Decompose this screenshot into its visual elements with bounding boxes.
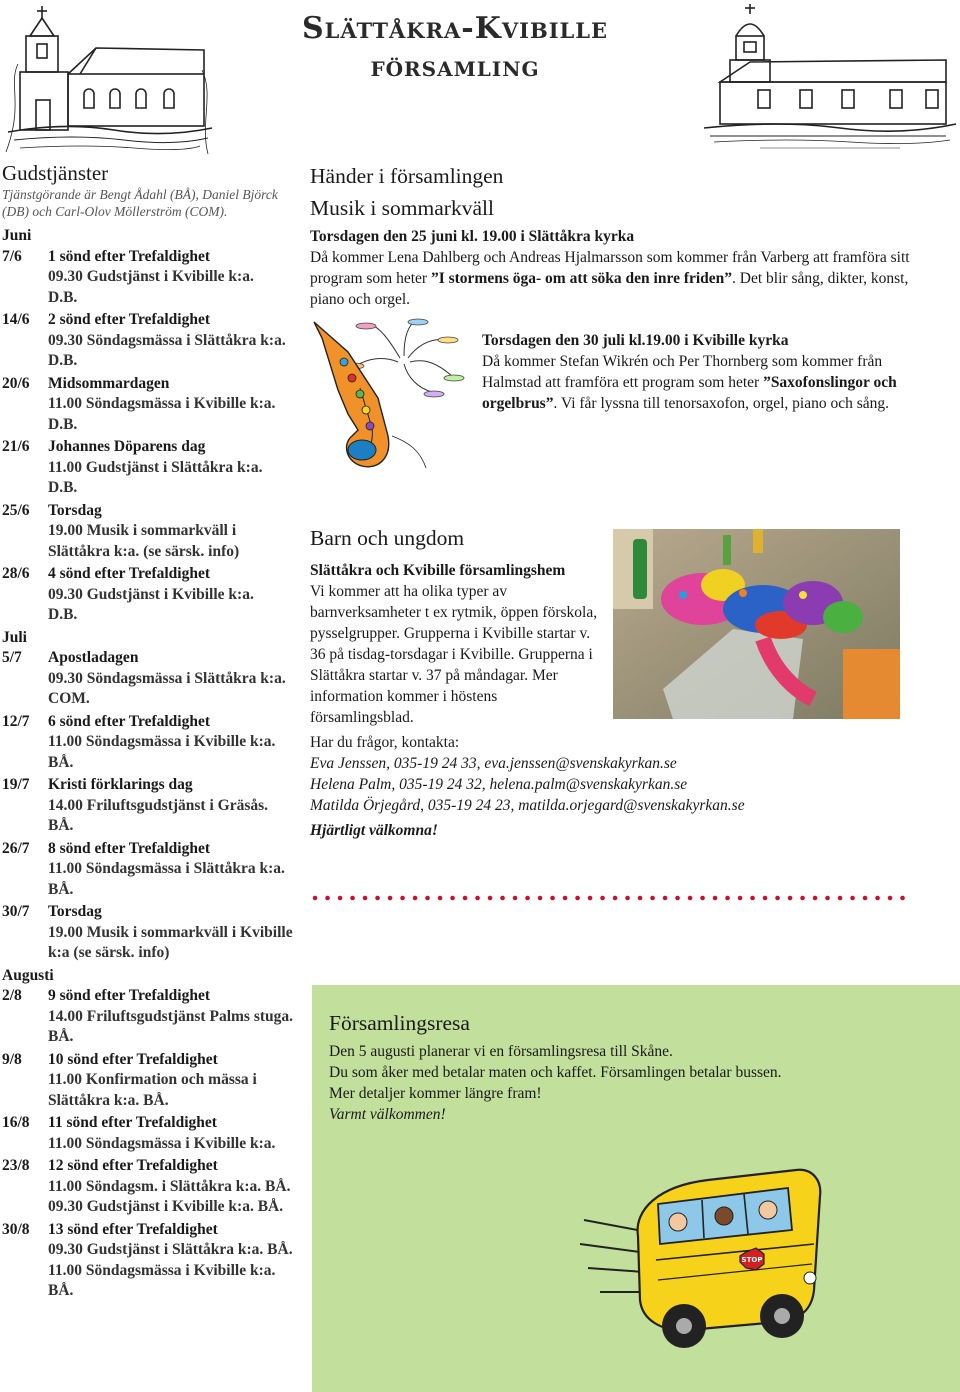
service-entry [2,501,302,563]
service-title: 6 sönd efter Trefaldighet [48,712,211,730]
service-date: 28/6 [2,565,30,582]
service-line: 19.00 Musik i sommarkväll i Slättåkra k:a. (se särsk. info) [48,522,240,560]
event-2-program: ”Saxofonslingor och orgelbrus” [482,374,897,412]
service-line: D.B. [48,606,78,623]
service-title: Torsdag [48,501,102,519]
service-details [48,310,302,372]
contact-line: Eva Jenssen, 035-19 24 33, eva.jenssen@svenskakyrkan.se [310,755,677,772]
trip-line: Du som åker med betalar maten och kaffet. Församlingen betalar bussen. [329,1064,782,1081]
month-heading: Augusti [2,966,54,984]
trip-title: Församlingsresa [329,1011,470,1035]
service-title: 10 sönd efter Trefaldighet [48,1050,218,1068]
service-line: 11.00 Söndagsm. i Slättåkra k:a. BÅ. [48,1177,291,1195]
parish-name: Slättåkra-Kvibille [301,11,609,46]
service-title: 12 sönd efter Trefaldighet [48,1157,218,1174]
service-details [48,1156,302,1218]
service-details [48,247,302,309]
service-line: D.B. [48,288,78,306]
section-title-barn: Barn och ungdom [310,526,465,550]
barn-welcome: Hjärtligt välkomna! [310,822,438,839]
trip-welcome: Varmt välkommen! [329,1106,446,1123]
dotted-separator [312,895,912,901]
service-title: Torsdag [48,903,102,920]
service-line: 09.30 Söndagsmässa i Slättåkra k:a. [48,331,286,349]
service-entry [2,902,302,964]
saxophone-illustration [308,318,473,478]
service-entry [2,648,302,710]
masthead [250,12,660,84]
service-title: Johannes Döparens dag [48,438,206,455]
service-title: Midsommardagen [48,374,170,392]
service-date: 19/7 [2,776,30,793]
service-entry [2,1050,302,1112]
service-line: 11.00 Söndagsmässa i Kvibille k:a. [48,733,276,750]
service-line: BÅ. [48,753,74,771]
service-entry [2,310,302,372]
service-entry [2,1113,302,1154]
service-entry [2,247,302,309]
service-date: 26/7 [2,839,30,857]
service-entry [2,437,302,499]
service-title: 11 sönd efter Trefaldighet [48,1114,217,1131]
service-entry [2,775,302,837]
service-entry [2,839,302,901]
service-entry [2,564,302,626]
service-details [48,501,302,563]
service-line: 11.00 Söndagsmässa i Kvibille k:a. [48,395,276,412]
barn-contacts [310,732,930,841]
barn-text-block [310,560,602,728]
contact-intro: Har du frågor, kontakta: [310,734,460,751]
service-line: 14.00 Friluftsgudstjänst Palms stuga. BÅ. [48,1007,294,1045]
service-title: Apostladagen [48,649,139,666]
service-line: 11.00 Söndagsmässa i Kvibille k:a. [48,1134,276,1152]
craft-photo [613,529,900,719]
service-date: 20/6 [2,374,30,392]
schedule-subtitle: Tjänstgörande är Bengt Ådahl (BÅ), Daniel Björck (DB) och Carl-Olov Möllerström (COM). [2,187,278,219]
event-1 [310,226,910,310]
service-date: 25/6 [2,501,30,519]
service-details [48,712,302,774]
service-date: 16/8 [2,1114,30,1131]
event-1-text [310,247,910,310]
service-date: 14/6 [2,311,30,328]
service-title: 8 sönd efter Trefaldighet [48,839,211,857]
service-schedule [2,160,302,1304]
service-line: 09.30 Gudstjänst i Slättåkra k:a. BÅ. [48,1241,293,1258]
service-line: 11.00 Gudstjänst i Slättåkra k:a. [48,458,263,476]
service-details [48,1050,302,1112]
service-details [48,986,302,1048]
service-details [48,1220,302,1302]
school-bus-illustration [578,1140,828,1360]
service-date: 12/7 [2,712,30,730]
service-entry [2,712,302,774]
service-entry [2,986,302,1048]
service-title: 1 sönd efter Trefaldighet [48,247,211,265]
service-title: 2 sönd efter Trefaldighet [48,311,211,328]
service-line: 19.00 Musik i sommarkväll i Kvibille k:a (se särsk. info) [48,923,293,961]
service-line: D.B. [48,479,78,496]
event-2 [482,330,902,414]
event-2-text-a: Då kommer Stefan Wikrén och Per Thornberg som kommer från Halmstad att framföra ett program som heter [482,353,883,391]
service-line: 09.30 Söndagsmässa i Slättåkra k:a. [48,669,286,687]
church-illustration-left [4,4,216,154]
event-1-text-a: Då kommer Lena Dahlberg och Andreas Hjalmarsson som kommer från Varberg att framföra sitt program som heter [310,249,910,287]
service-details [48,374,302,436]
event-2-heading: Torsdagen den 30 juli kl.19.00 i Kvibille kyrka [482,332,789,349]
service-line: 11.00 Konfirmation och mässa i Slättåkra k:a. BÅ. [48,1071,257,1109]
event-1-text-b: . Det blir sång, dikter, konst, piano och orgel. [310,270,909,308]
parish-label: församling [370,50,540,83]
service-date: 7/6 [2,247,22,265]
service-line: 09.30 Gudstjänst i Kvibille k:a. [48,268,254,285]
event-1-program: ”I stormens öga- om att söka den inre friden” [430,270,733,287]
service-title: 4 sönd efter Trefaldighet [48,565,211,582]
barn-description: Vi kommer att ha olika typer av barnverksamheter t ex rytmik, öppen förskola, pysselgrupper. Grupperna i Kvibille startar v. 36 på tisdag-torsdagar i Kvibille. Grupperna i Slättåkra startar v. 37 på måndagar. Mer information kommer i höstens församlingsblad. [310,583,598,726]
trip-line: Den 5 augusti planerar vi en församlingsresa till Skåne. [329,1043,673,1060]
schedule-title: Gudstjänster [2,161,109,185]
service-line: 09.30 Gudstjänst i Kvibille k:a. BÅ. [48,1198,284,1215]
service-date: 21/6 [2,438,30,455]
service-details [48,775,302,837]
bus-stop-sign: STOP [741,1256,763,1264]
service-details [48,437,302,499]
service-details [48,648,302,710]
service-line: D.B. [48,352,78,369]
service-date: 2/8 [2,987,22,1004]
trip-text [329,1041,929,1125]
contact-line: Helena Palm, 035-19 24 32, helena.palm@svenskakyrkan.se [310,776,688,793]
event-2-text-b: . Vi får lyssna till tenorsaxofon, orgel, piano och sång. [553,395,890,412]
service-details [48,564,302,626]
month-heading: Juni [2,227,32,244]
month-heading: Juli [2,628,27,646]
service-entry [2,374,302,436]
service-line: D.B. [48,415,78,433]
service-title: 13 sönd efter Trefaldighet [48,1220,218,1238]
service-title: Kristi förklarings dag [48,776,193,793]
contact-line: Matilda Örjegård, 035-19 24 23, matilda.orjegard@svenskakyrkan.se [310,797,745,814]
service-details [48,902,302,964]
event-1-heading: Torsdagen den 25 juni kl. 19.00 i Slättåkra kyrka [310,228,635,245]
service-date: 9/8 [2,1050,22,1068]
barn-heading: Slättåkra och Kvibille församlingshem [310,562,566,579]
service-date: 5/7 [2,649,22,666]
service-line: BÅ. [48,1282,74,1299]
service-line: 11.00 Söndagsmässa i Slättåkra k:a. BÅ. [48,860,285,898]
section-title-hander: Händer i församlingen [310,164,504,188]
service-entry [2,1156,302,1218]
service-line: BÅ. [48,817,74,834]
trip-line: Mer detaljer kommer längre fram! [329,1085,542,1102]
service-date: 30/7 [2,903,30,920]
service-line: 09.30 Gudstjänst i Kvibille k:a. [48,585,254,603]
service-line: 11.00 Söndagsmässa i Kvibille k:a. [48,1261,276,1279]
service-date: 30/8 [2,1220,30,1238]
church-illustration-right [700,2,958,152]
service-details [48,839,302,901]
section-subtitle-musik: Musik i sommarkväll [310,196,494,220]
service-date: 23/8 [2,1157,30,1174]
service-title: 9 sönd efter Trefaldighet [48,987,211,1004]
service-entry [2,1220,302,1302]
event-2-text [482,351,902,414]
schedule-months [2,226,302,1302]
service-line: 14.00 Friluftsgudstjänst i Gräsås. [48,796,269,814]
service-line: COM. [48,690,90,707]
service-details [48,1113,302,1154]
